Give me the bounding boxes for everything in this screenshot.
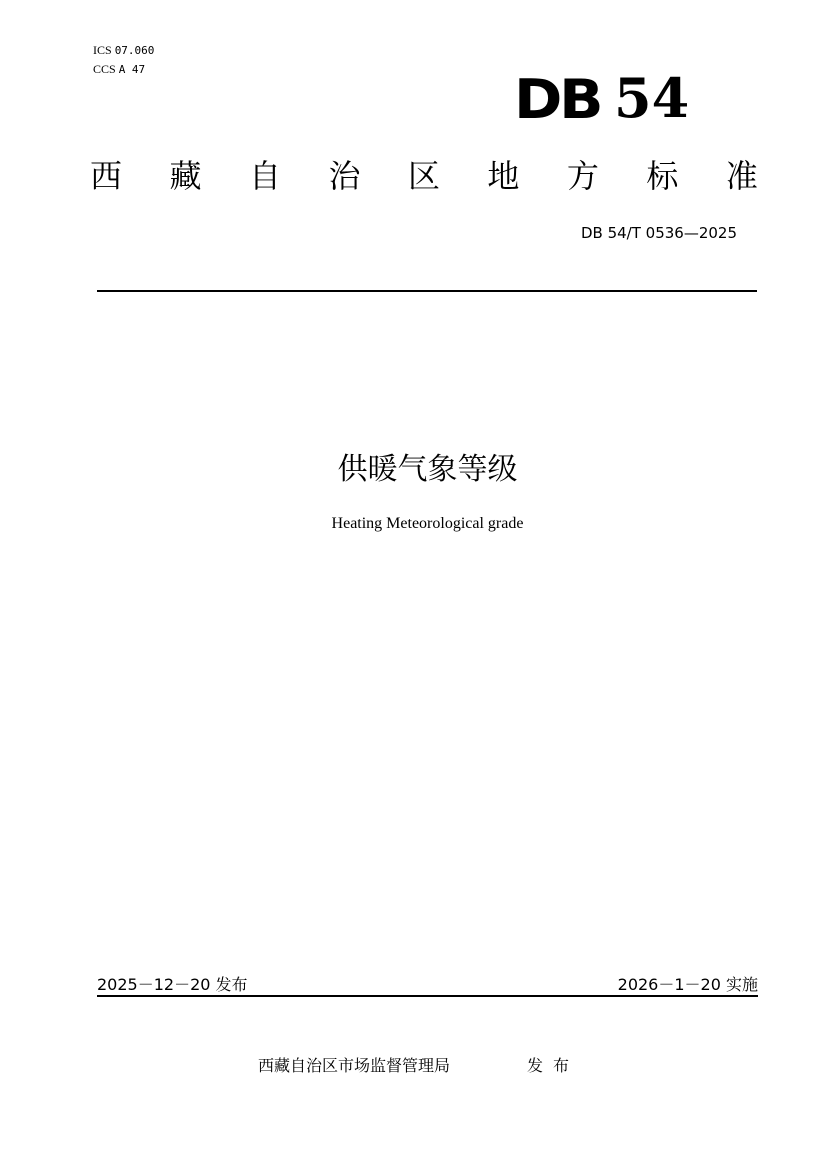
top-divider: [97, 290, 757, 292]
document-subtitle: Heating Meteorological grade: [331, 515, 524, 532]
ccs-label: CCS: [93, 62, 116, 76]
ics-line: [93, 41, 154, 60]
title-char: 标: [646, 157, 679, 195]
standard-type-title: [90, 154, 758, 198]
title-char: 藏: [169, 157, 202, 195]
document-title: 供暖气象等级: [337, 452, 518, 487]
title-char: 地: [487, 157, 520, 195]
title-char: 方: [566, 157, 599, 195]
ccs-code: A 47: [118, 63, 146, 76]
db-logo: [514, 66, 694, 131]
implement-date: 2026－1－20 实施: [617, 975, 758, 994]
ics-label: ICS: [93, 43, 112, 57]
title-char: 准: [725, 157, 758, 195]
issue-label: 发布: [527, 1056, 580, 1075]
title-char: 区: [407, 157, 440, 195]
ccs-line: [93, 60, 154, 79]
logo-letters: DB: [514, 68, 601, 131]
publish-date: 2025－12－20 发布: [97, 975, 248, 994]
standard-number: DB 54/T 0536—2025: [580, 224, 737, 242]
logo-number: 54: [614, 66, 690, 130]
title-char: 治: [328, 157, 361, 195]
title-char: 自: [248, 157, 281, 195]
ics-code: 07.060: [114, 44, 155, 57]
classification-codes: [93, 41, 154, 79]
bottom-divider: [97, 995, 758, 997]
title-char: 西: [90, 157, 123, 195]
issuing-authority: 西藏自治区市场监督管理局: [258, 1056, 451, 1075]
